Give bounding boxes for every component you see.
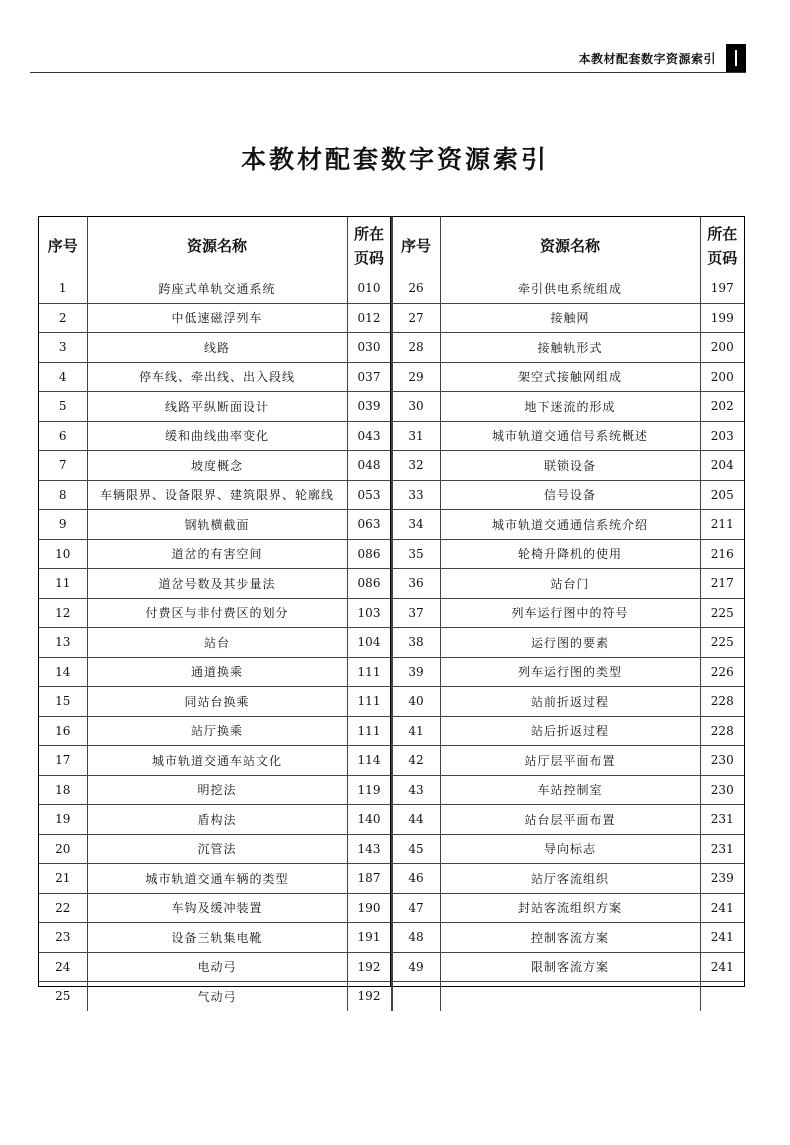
row-index: 6 — [39, 421, 87, 451]
page-number: 203 — [700, 421, 744, 451]
page-number: 228 — [700, 687, 744, 717]
page-number: 239 — [700, 864, 744, 894]
table-row — [39, 598, 391, 628]
table-row — [392, 775, 744, 805]
resource-name: 接触网 — [440, 303, 700, 333]
resource-index-table — [38, 216, 745, 1004]
resource-name: 列车运行图中的符号 — [440, 598, 700, 628]
resource-name: 城市轨道交通车站文化 — [87, 746, 347, 776]
resource-name: 站后折返过程 — [440, 716, 700, 746]
page-number: 086 — [347, 539, 391, 569]
header-page-line2: 页码 — [353, 248, 384, 267]
table-row — [39, 805, 391, 835]
table-row — [392, 421, 744, 451]
table-row — [39, 392, 391, 422]
table-row — [392, 923, 744, 953]
table-row — [39, 893, 391, 923]
page-number: 228 — [700, 716, 744, 746]
table-row — [39, 923, 391, 953]
resource-name: 车站控制室 — [440, 775, 700, 805]
table-row — [392, 480, 744, 510]
resource-name: 限制客流方案 — [440, 952, 700, 982]
page-number: 202 — [700, 392, 744, 422]
resource-name: 通道换乘 — [87, 657, 347, 687]
table-row — [392, 333, 744, 363]
resource-name: 同站台换乘 — [87, 687, 347, 717]
resource-name: 封站客流组织方案 — [440, 893, 700, 923]
chapter-tab-marker — [726, 44, 746, 72]
table-row — [392, 362, 744, 392]
row-index: 15 — [39, 687, 87, 717]
table-row — [392, 834, 744, 864]
page-number: 230 — [700, 775, 744, 805]
page-number: 199 — [700, 303, 744, 333]
row-index: 10 — [39, 539, 87, 569]
index-table-left-body — [39, 274, 391, 1011]
page-number: 114 — [347, 746, 391, 776]
resource-name: 设备三轨集电靴 — [87, 923, 347, 953]
resource-name: 接触轨形式 — [440, 333, 700, 363]
resource-name: 盾构法 — [87, 805, 347, 835]
page-number: 225 — [700, 598, 744, 628]
table-row — [392, 893, 744, 923]
row-index: 38 — [392, 628, 440, 658]
table-row — [39, 982, 391, 1011]
table-row — [392, 569, 744, 599]
table-row — [39, 657, 391, 687]
row-index: 13 — [39, 628, 87, 658]
row-index: 29 — [392, 362, 440, 392]
resource-name: 牵引供电系统组成 — [440, 274, 700, 303]
table-row — [392, 716, 744, 746]
page-number: 230 — [700, 746, 744, 776]
table-row — [392, 687, 744, 717]
table-row — [392, 303, 744, 333]
row-index: 5 — [39, 392, 87, 422]
resource-name: 站厅层平面布置 — [440, 746, 700, 776]
row-index: 42 — [392, 746, 440, 776]
table-row — [39, 539, 391, 569]
resource-name: 坡度概念 — [87, 451, 347, 481]
page-number: 030 — [347, 333, 391, 363]
table-row — [39, 864, 391, 894]
header-page-line2: 页码 — [707, 248, 738, 267]
resource-name: 城市轨道交通信号系统概述 — [440, 421, 700, 451]
resource-name: 站厅换乘 — [87, 716, 347, 746]
resource-name: 控制客流方案 — [440, 923, 700, 953]
row-index: 11 — [39, 569, 87, 599]
table-row — [392, 451, 744, 481]
page-number: 241 — [700, 893, 744, 923]
resource-name: 钢轨横截面 — [87, 510, 347, 540]
row-index — [392, 982, 440, 1011]
row-index: 45 — [392, 834, 440, 864]
row-index: 1 — [39, 274, 87, 303]
table-row — [392, 952, 744, 982]
row-index: 44 — [392, 805, 440, 835]
header-page — [347, 217, 391, 274]
page-number: 140 — [347, 805, 391, 835]
page-number: 104 — [347, 628, 391, 658]
page-number: 039 — [347, 392, 391, 422]
resource-name: 车钩及缓冲装置 — [87, 893, 347, 923]
table-row — [392, 982, 744, 1011]
row-index: 23 — [39, 923, 87, 953]
table-row — [39, 421, 391, 451]
page-number: 043 — [347, 421, 391, 451]
page-number: 197 — [700, 274, 744, 303]
row-index: 20 — [39, 834, 87, 864]
row-index: 14 — [39, 657, 87, 687]
table-row — [39, 303, 391, 333]
header-page-line1: 所在 — [707, 224, 738, 243]
row-index: 12 — [39, 598, 87, 628]
resource-name: 电动弓 — [87, 952, 347, 982]
header-page — [700, 217, 744, 274]
resource-name: 导向标志 — [440, 834, 700, 864]
page-number: 103 — [347, 598, 391, 628]
page-number: 241 — [700, 923, 744, 953]
table-row — [392, 274, 744, 303]
row-index: 33 — [392, 480, 440, 510]
page-number: 205 — [700, 480, 744, 510]
resource-name: 站台层平面布置 — [440, 805, 700, 835]
page-number: 063 — [347, 510, 391, 540]
row-index: 48 — [392, 923, 440, 953]
resource-name: 运行图的要素 — [440, 628, 700, 658]
page-number: 191 — [347, 923, 391, 953]
row-index: 35 — [392, 539, 440, 569]
row-index: 21 — [39, 864, 87, 894]
table-row — [392, 539, 744, 569]
table-row — [39, 834, 391, 864]
page-number: 187 — [347, 864, 391, 894]
header-name: 资源名称 — [440, 217, 700, 274]
table-row — [392, 805, 744, 835]
resource-name: 站台门 — [440, 569, 700, 599]
resource-name: 轮椅升降机的使用 — [440, 539, 700, 569]
row-index: 24 — [39, 952, 87, 982]
page-number: 204 — [700, 451, 744, 481]
table-header-row — [39, 217, 391, 274]
row-index: 8 — [39, 480, 87, 510]
running-header-text: 本教材配套数字资源索引 — [578, 51, 716, 66]
row-index: 47 — [392, 893, 440, 923]
resource-name: 气动弓 — [87, 982, 347, 1011]
page-number: 231 — [700, 834, 744, 864]
table-row — [392, 746, 744, 776]
page-number: 053 — [347, 480, 391, 510]
resource-name: 站前折返过程 — [440, 687, 700, 717]
resource-name: 道岔的有害空间 — [87, 539, 347, 569]
resource-name: 付费区与非付费区的划分 — [87, 598, 347, 628]
table-row — [392, 510, 744, 540]
resource-name: 中低速磁浮列车 — [87, 303, 347, 333]
resource-name: 跨座式单轨交通系统 — [87, 274, 347, 303]
header-page-line1: 所在 — [353, 224, 384, 243]
row-index: 32 — [392, 451, 440, 481]
running-header — [578, 44, 746, 72]
page-number: 012 — [347, 303, 391, 333]
resource-name: 缓和曲线曲率变化 — [87, 421, 347, 451]
row-index: 41 — [392, 716, 440, 746]
resource-name: 地下迷流的形成 — [440, 392, 700, 422]
table-row — [392, 392, 744, 422]
page-title: 本教材配套数字资源索引 — [240, 145, 549, 174]
row-index: 27 — [392, 303, 440, 333]
index-table-left — [39, 217, 392, 1011]
resource-name: 联锁设备 — [440, 451, 700, 481]
table-row — [39, 775, 391, 805]
resource-name: 线路平纵断面设计 — [87, 392, 347, 422]
header-rule — [30, 72, 746, 73]
resource-name: 架空式接触网组成 — [440, 362, 700, 392]
page-number: 086 — [347, 569, 391, 599]
row-index: 17 — [39, 746, 87, 776]
table-row — [39, 510, 391, 540]
page-number: 119 — [347, 775, 391, 805]
table-row — [392, 598, 744, 628]
page-number: 190 — [347, 893, 391, 923]
page-number: 225 — [700, 628, 744, 658]
resource-name: 沉管法 — [87, 834, 347, 864]
header-index: 序号 — [39, 217, 87, 274]
table-row — [39, 716, 391, 746]
table-row — [392, 628, 744, 658]
row-index: 19 — [39, 805, 87, 835]
resource-name — [440, 982, 700, 1011]
resource-name: 停车线、牵出线、出入段线 — [87, 362, 347, 392]
page-number: 111 — [347, 657, 391, 687]
page-number: 200 — [700, 362, 744, 392]
page-number: 111 — [347, 716, 391, 746]
table-row — [39, 687, 391, 717]
page-number — [700, 982, 744, 1011]
table-row — [39, 952, 391, 982]
table-row — [39, 480, 391, 510]
row-index: 37 — [392, 598, 440, 628]
index-table-right-body — [392, 274, 744, 1011]
table-header-row — [392, 217, 744, 274]
page-number: 048 — [347, 451, 391, 481]
page-number: 217 — [700, 569, 744, 599]
row-index: 31 — [392, 421, 440, 451]
row-index: 34 — [392, 510, 440, 540]
resource-name: 城市轨道交通车辆的类型 — [87, 864, 347, 894]
resource-name: 明挖法 — [87, 775, 347, 805]
resource-name: 站厅客流组织 — [440, 864, 700, 894]
table-row — [39, 746, 391, 776]
resource-name: 城市轨道交通通信系统介绍 — [440, 510, 700, 540]
row-index: 49 — [392, 952, 440, 982]
table-row — [392, 657, 744, 687]
resource-name: 列车运行图的类型 — [440, 657, 700, 687]
table-row — [392, 864, 744, 894]
row-index: 36 — [392, 569, 440, 599]
table-row — [39, 333, 391, 363]
page-number: 216 — [700, 539, 744, 569]
row-index: 7 — [39, 451, 87, 481]
page-number: 231 — [700, 805, 744, 835]
page-number: 192 — [347, 982, 391, 1011]
row-index: 46 — [392, 864, 440, 894]
resource-name: 线路 — [87, 333, 347, 363]
row-index: 40 — [392, 687, 440, 717]
page-number: 010 — [347, 274, 391, 303]
page-number: 037 — [347, 362, 391, 392]
table-row — [39, 451, 391, 481]
header-index: 序号 — [392, 217, 440, 274]
resource-name: 信号设备 — [440, 480, 700, 510]
row-index: 22 — [39, 893, 87, 923]
table-row — [39, 362, 391, 392]
page-number: 192 — [347, 952, 391, 982]
header-name: 资源名称 — [87, 217, 347, 274]
page-number: 241 — [700, 952, 744, 982]
page-number: 211 — [700, 510, 744, 540]
row-index: 25 — [39, 982, 87, 1011]
resource-name: 车辆限界、设备限界、建筑限界、轮廓线 — [87, 480, 347, 510]
row-index: 18 — [39, 775, 87, 805]
row-index: 30 — [392, 392, 440, 422]
page-number: 143 — [347, 834, 391, 864]
index-table-right — [392, 217, 745, 1011]
page-number: 200 — [700, 333, 744, 363]
table-row — [39, 628, 391, 658]
row-index: 28 — [392, 333, 440, 363]
resource-name: 道岔号数及其步量法 — [87, 569, 347, 599]
row-index: 43 — [392, 775, 440, 805]
table-row — [39, 569, 391, 599]
row-index: 2 — [39, 303, 87, 333]
resource-name: 站台 — [87, 628, 347, 658]
page-number: 226 — [700, 657, 744, 687]
row-index: 26 — [392, 274, 440, 303]
row-index: 3 — [39, 333, 87, 363]
row-index: 39 — [392, 657, 440, 687]
page-number: 111 — [347, 687, 391, 717]
row-index: 4 — [39, 362, 87, 392]
table-row — [39, 274, 391, 303]
row-index: 16 — [39, 716, 87, 746]
row-index: 9 — [39, 510, 87, 540]
